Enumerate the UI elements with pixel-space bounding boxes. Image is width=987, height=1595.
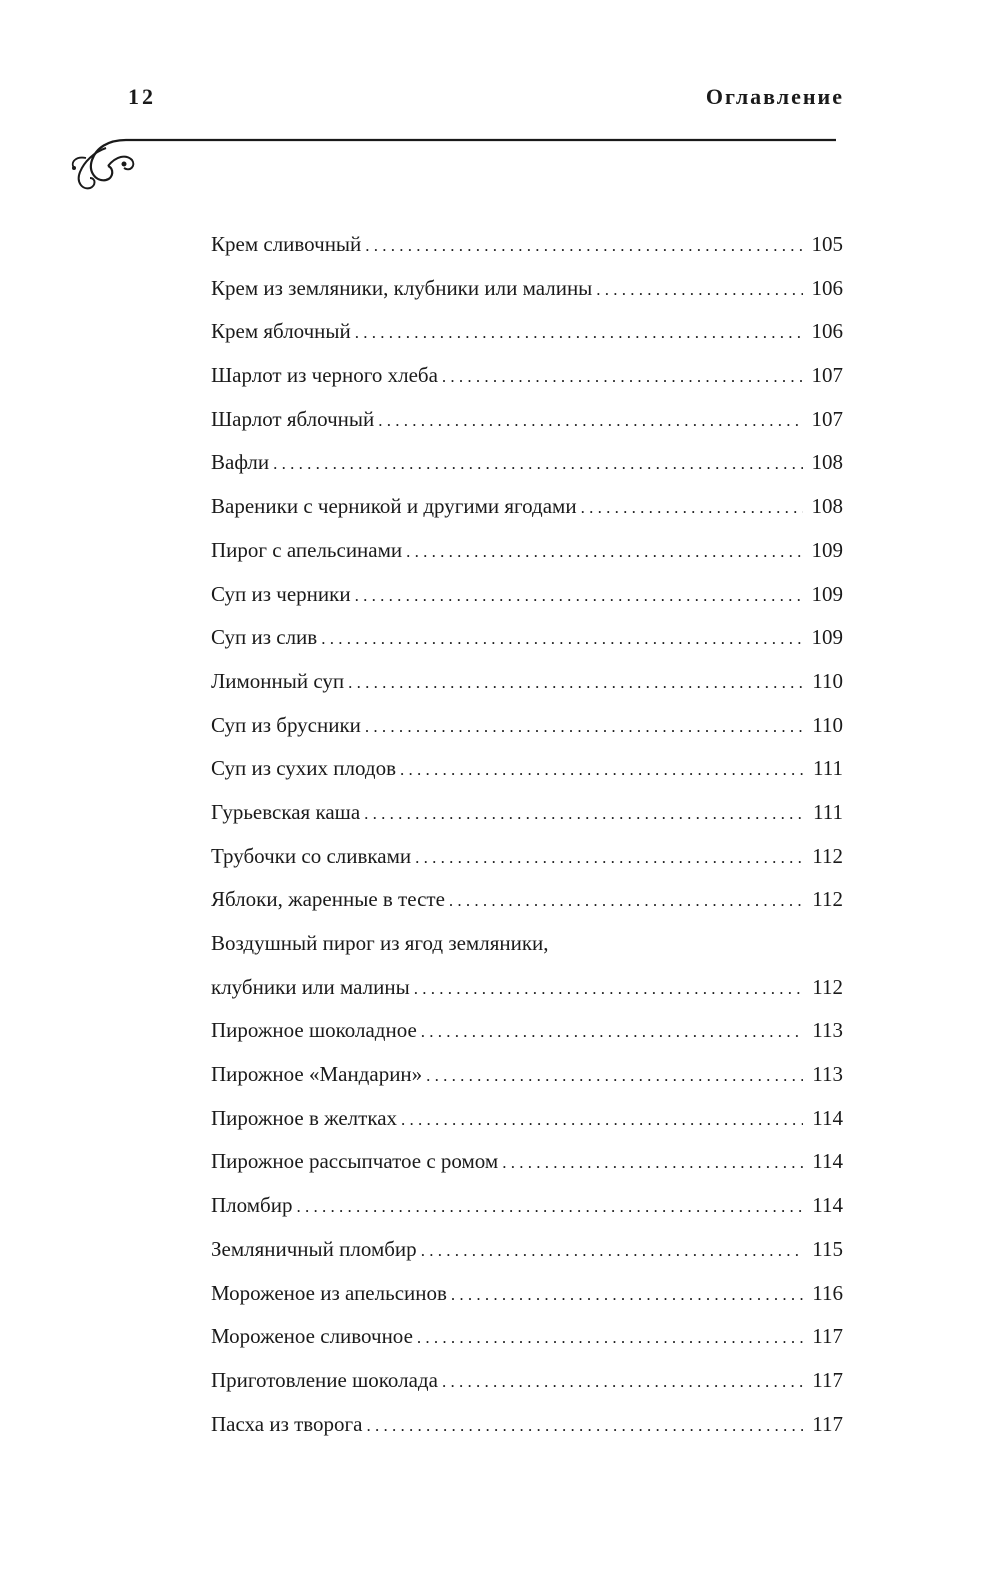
dot-leader (426, 1058, 803, 1094)
toc-entry-page: 111 (813, 756, 843, 781)
toc-entry-page: 117 (812, 1324, 843, 1349)
toc-entry-title: клубники или малины (211, 974, 410, 999)
toc-entry (211, 313, 843, 357)
dot-leader (367, 1408, 804, 1444)
toc-entry-page: 114 (812, 1149, 843, 1174)
toc-entry-title: Лимонный суп (211, 668, 345, 693)
toc-entry-page: 111 (813, 799, 843, 824)
toc-entry-title: Шарлот из черного хлеба (211, 363, 438, 388)
toc-entry (211, 488, 843, 532)
dot-leader (321, 621, 803, 657)
toc-entry-title: Приготовление шоколада (211, 1367, 438, 1392)
toc-entry (211, 1187, 843, 1231)
toc-entry-page: 109 (811, 581, 843, 606)
toc-entry-title: Пирог с апельсинами (211, 537, 403, 562)
toc-entry-title: Вафли (211, 450, 270, 475)
running-title: Оглавление (705, 84, 844, 109)
toc-entry (211, 1056, 843, 1100)
toc-entry (211, 401, 843, 445)
toc-entry-page: 109 (811, 625, 843, 650)
toc-entry (211, 270, 843, 314)
toc-entry-page: 117 (812, 1367, 843, 1392)
toc-entry (211, 1318, 843, 1362)
dot-leader (421, 1014, 803, 1050)
toc-entry (211, 1100, 843, 1144)
toc-entry-title: Земляничный пломбир (211, 1236, 417, 1261)
dot-leader (401, 1102, 803, 1138)
dot-leader (414, 971, 803, 1007)
toc-entry-title: Пломбир (211, 1193, 293, 1218)
dot-leader (415, 840, 803, 876)
toc-entry-title: Яблоки, жаренные в тесте (211, 887, 445, 912)
dot-leader (417, 1320, 803, 1356)
dot-leader (296, 1189, 803, 1225)
toc-entry-title: Крем из земляники, клубники или малины (211, 275, 593, 300)
toc-entry-title: Шарлот яблочный (211, 406, 375, 431)
toc-entry-page: 108 (811, 450, 843, 475)
toc-entry (211, 619, 843, 663)
toc-entry-page: 105 (811, 232, 843, 256)
toc-entry-page: 110 (812, 712, 843, 737)
dot-leader (442, 359, 803, 395)
toc-entry (211, 1231, 843, 1275)
toc-entry-page: 116 (812, 1280, 843, 1305)
toc-entry-page: 113 (812, 1018, 843, 1043)
dot-leader (365, 228, 803, 264)
toc-entry-page: 112 (812, 887, 843, 912)
dot-leader (348, 665, 803, 701)
toc-entry (211, 357, 843, 401)
toc-entry (211, 969, 843, 1013)
toc-entry-title: Суп из брусники (211, 712, 361, 737)
toc-entry (211, 794, 843, 838)
dot-leader (421, 1233, 803, 1269)
dot-leader (273, 446, 803, 482)
dot-leader (365, 709, 803, 745)
toc-entry-page: 114 (812, 1105, 843, 1130)
dot-leader (355, 578, 803, 614)
toc-entry-title: Гурьевская каша (211, 799, 361, 824)
dot-leader (596, 272, 803, 308)
toc-entry (211, 707, 843, 751)
toc-entry-page: 117 (812, 1411, 843, 1436)
toc-entry (211, 444, 843, 488)
toc-entry-title: Вареники с черникой и другими ягодами (211, 494, 577, 519)
dot-leader (355, 315, 803, 351)
dot-leader (378, 403, 803, 439)
dot-leader (449, 883, 803, 919)
page-number: 12 (128, 84, 156, 109)
toc-entry (211, 1406, 843, 1450)
dot-leader (400, 752, 803, 788)
dot-leader (442, 1364, 803, 1400)
toc-entry-title: Пасха из творога (211, 1411, 363, 1436)
toc-entry-title: Пирожное «Мандарин» (211, 1062, 423, 1087)
toc-entry-page: 106 (811, 319, 843, 344)
toc-entry-title: Суп из черники (211, 581, 351, 606)
toc-entry (211, 663, 843, 707)
table-of-contents (211, 226, 843, 1449)
toc-entry (211, 1362, 843, 1406)
flourish-ornament-icon (66, 128, 846, 198)
dot-leader (502, 1145, 803, 1181)
toc-entry-page: 115 (812, 1236, 843, 1261)
toc-entry-title: Пирожное в желтках (211, 1105, 398, 1130)
toc-entry-page: 112 (812, 974, 843, 999)
toc-entry-page: 112 (812, 843, 843, 868)
toc-entry-title: Пирожное рассыпчатое с ромом (211, 1149, 499, 1174)
toc-entry-page: 113 (812, 1062, 843, 1087)
toc-entry-page: 110 (812, 668, 843, 693)
toc-entry-page: 114 (812, 1193, 843, 1218)
toc-entry-title: Мороженое сливочное (211, 1324, 413, 1349)
toc-entry-title: Суп из слив (211, 625, 318, 650)
toc-entry (211, 1143, 843, 1187)
dot-leader (581, 490, 803, 526)
toc-entry (211, 750, 843, 794)
toc-entry-title: Мороженое из апельсинов (211, 1280, 447, 1305)
toc-entry-title: Крем яблочный (211, 319, 351, 344)
toc-entry (211, 576, 843, 620)
toc-entry (211, 1012, 843, 1056)
toc-entry-title: Воздушный пирог из ягод земляники, (211, 931, 549, 955)
toc-entry-title: Трубочки со сливками (211, 843, 412, 868)
toc-entry-page: 108 (811, 494, 843, 519)
toc-entry (211, 226, 843, 270)
dot-leader (364, 796, 803, 832)
toc-entry-title: Пирожное шоколадное (211, 1018, 417, 1043)
toc-entry-title: Крем сливочный (211, 232, 362, 256)
toc-entry-page: 107 (811, 406, 843, 431)
toc-entry (211, 881, 843, 925)
toc-entry (211, 838, 843, 882)
toc-entry-page: 106 (811, 275, 843, 300)
dot-leader (406, 534, 803, 570)
toc-entry-page: 109 (811, 537, 843, 562)
toc-entry (211, 532, 843, 576)
toc-entry-page: 107 (811, 363, 843, 388)
dot-leader (451, 1277, 803, 1313)
toc-entry-title: Суп из сухих плодов (211, 756, 397, 781)
toc-entry (211, 1275, 843, 1319)
toc-entry-continued (211, 925, 843, 969)
